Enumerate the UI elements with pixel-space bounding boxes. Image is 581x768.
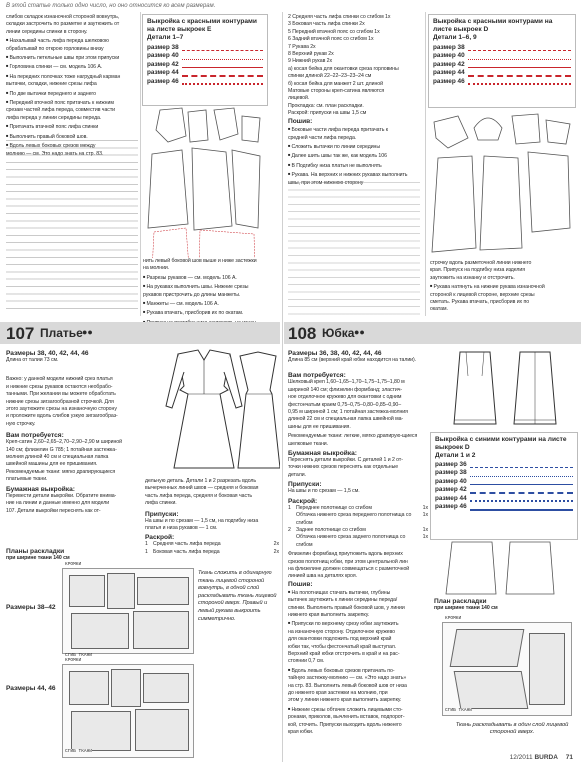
size-legend-item: размер 40	[433, 52, 571, 60]
size-legend-item: размер 44	[147, 69, 263, 77]
text-line: ■ На передних полочках тоже нагрудный карман	[6, 72, 138, 81]
text-line: ■ Рукава натянуть на нижние рукава изнаночной	[430, 282, 574, 291]
materials-text: Шелковый креп 1,60–1,65–1,70–1,75–1,75–1,80 м шириной 140 см; флизелин формбанд; эластич- ное отделочное кружево для окантовки с одним фестончатым краем 0,75–0,75–0,80–0,85–0,90– 0,95 м шириной 1 см; 1 потайная застежка-молния длиной 22 см и специальная лапка швейной ма- шины для ее пришивания.	[288, 379, 408, 430]
plan-note: Ткань раскладывать в один слой лицевой стороной вверх.	[455, 722, 569, 736]
text-line: молнию — см. Это надо знать на стр. 83.	[6, 150, 104, 157]
size-legend	[429, 42, 575, 88]
size-legend-item: размер 46	[147, 78, 263, 86]
section-heading: Вам потребуется:	[6, 432, 64, 440]
page-footer	[510, 754, 573, 761]
pattern-pieces-108-drawing	[436, 540, 572, 596]
text-line: ■ Выполнить правый боковой шов.	[6, 132, 138, 141]
size-legend	[431, 460, 577, 512]
text-line: нить левый боковой шов выше и ниже застежки	[143, 258, 257, 264]
size-legend-item: размер 40	[147, 52, 263, 60]
recommended-fabrics: Рекомендуемые ткани: легкие, мягко драпирую-щиеся шелковые ткани.	[288, 433, 418, 447]
model-title: Платье	[40, 326, 83, 340]
text-line: ■ Рукава втачать, присборив их по окатам.	[143, 308, 269, 317]
text-line: средней части лифа переда.	[288, 134, 357, 141]
size-legend-item: размер 38	[433, 44, 571, 52]
pattern-box-details: Детали 1 и 2	[435, 452, 476, 459]
text-line: сметать. Рукава втачать, присборив их по	[430, 299, 530, 306]
length-line: Длина 85 см (верхний край юбки находится на талии).	[288, 357, 417, 363]
size-legend-item: размер 44	[433, 69, 571, 77]
cut-row: 1 Переднее полотнище со сгибом 1х	[288, 504, 428, 511]
pattern-box-details: Детали 1–6, 9	[433, 34, 477, 41]
cut-row: 2 Заднее полотнище со сгибом 1х	[288, 526, 428, 533]
text-line: 9 Нижний рукав 2х	[288, 58, 333, 65]
intro-text: Важно: у данной модели нижний срез платья и нижние срезы рукавов остаются необрабо- танными. При желании вы можете обработать нижние срезы зигзагообразной строчкой. Для этого заутюжите срезы на изнаночную сторону и проложите вдоль слибов узкую зигзагообраз- ную строчку.	[6, 376, 118, 427]
section-heading: Раскрой:	[145, 534, 175, 542]
layout-plan-108	[442, 616, 572, 716]
text-line: срезам частей лифа переда, совместив части	[6, 107, 116, 114]
size-legend-item: размер 46	[435, 503, 573, 511]
plan-note: Ткань сложить в одинарную ткань лицевой стороной вовнутрь, в одной слой раскладывать ткань лицевой стороной вверх. Правый и левый рукава выкроить симметрично.	[198, 570, 277, 622]
text-line: Прокладка: см. план раскладки.	[288, 102, 364, 109]
section-heading: Бумажная выкройка:	[288, 450, 357, 458]
allowance-text: На швы и по срезам — 1,5 см, на подгибку низа платья и низа рукавов — 1 см.	[145, 517, 259, 532]
text-line: б) косая бейка для манжет 2 шт. длиной	[288, 80, 383, 87]
fold-label: СГИБ ТКАНИ	[445, 708, 473, 713]
section-heading: Припуски:	[145, 510, 179, 518]
text-line: 7 Рукава 2х	[288, 43, 316, 50]
text-line: 8 Верхний рукав 2х	[288, 51, 334, 58]
text-line: ■ Вдоль левых боковых срезов между	[6, 141, 138, 150]
size-legend-item: размер 44	[435, 495, 573, 503]
top-note: В этой статье только одно число, но оно относится ко всем размерам.	[6, 3, 216, 9]
sizes-line: Размеры 38, 40, 42, 44, 46	[6, 350, 89, 357]
text-line: швы, при этом нижнюю сторону	[288, 179, 364, 186]
materials-text: Креп-сатин 2,60–2,65–2,70–2,90–2,90 м шириной 140 см; флизелин G 785; 1 потайная застежка- молния длиной 40 см и специальная лапка швейной машины для ее пришивания. Рекомендуемые ткани: мягко драпирующиеся платьевые ткани.	[6, 439, 122, 483]
text-line: ■ Далее шить швы так же, как модель 106	[288, 151, 420, 160]
text-line: ■ Выполнить петельные швы при этом припуски	[6, 53, 138, 62]
selvage-label: КРОМКИ	[65, 562, 82, 567]
plans-subtitle: при ширине ткани 140 см	[434, 605, 498, 611]
pattern-text: Перевести детали выкройки. Обратите внима- ние на линии и данные именно для модели 107. Детали выкройки переснять как от-	[6, 492, 117, 514]
plans-title: План раскладки	[434, 598, 487, 605]
text-line: ■ Нахалывай часть лифа переда шелковою	[6, 36, 138, 45]
selvage-label: КРОМКИ	[65, 658, 82, 663]
section-heading: Припуски:	[288, 481, 322, 489]
cut-row: 1 Средняя часть лифа переда 2х	[145, 541, 279, 548]
text-line: на молнии.	[143, 265, 170, 272]
size-legend	[143, 42, 267, 88]
text-line: ■ По две вытачки переднего и заднего	[6, 89, 138, 98]
section-heading: Пошив:	[288, 117, 313, 125]
page-number: 71	[565, 754, 573, 761]
fold-label: СГИБ ТКАНИ	[65, 653, 93, 658]
size-legend-item: размер 46	[433, 78, 571, 86]
text-line: строчку вдоль разметочной линии нижнего	[430, 260, 532, 266]
text-line: ■ Манжеты — см. модель 106 А.	[143, 299, 269, 308]
column-3-dense-text	[288, 179, 420, 316]
size-legend-item: размер 36	[435, 461, 573, 469]
plan-label: Размеры 38–42	[6, 604, 56, 611]
text-line: обрабатывай по открою горловины внизу	[6, 45, 104, 52]
difficulty-icon: ●●	[82, 327, 93, 337]
layout-plan-38-42	[62, 562, 194, 658]
pattern-box-red	[142, 14, 268, 106]
text-line: слибов складок изнаночной стороной вовнутрь,	[6, 14, 120, 20]
fusing-text: Флизелин формбанд приутюжить вдоль верхних срезов полотнищ юбки, при этом центральной лин на флизелине должен совмещаться с разметочной линией шва на деталях кроя.	[288, 551, 410, 580]
column-1-dense-text	[6, 140, 138, 312]
skirt-108-illustration	[440, 346, 576, 430]
model-title: Юбка	[322, 326, 355, 340]
column-divider	[425, 12, 426, 316]
text-line: линии середины спинки в сторону.	[6, 28, 88, 35]
dress-107-illustration	[160, 346, 280, 476]
cut-row: Обтачка нижнего среза переднего полотнища со сгибом 1х	[296, 512, 428, 526]
text-line: окатам.	[430, 306, 448, 313]
brand-name: BURDA	[534, 754, 558, 761]
cut-row: 1 Боковая часть лифа переда 2х	[145, 548, 279, 555]
text-line: ■ В Подгибку низа платья не выполнять	[288, 161, 420, 170]
pattern-box-title: Выкройка с красными контурами на листе выкроек D	[433, 18, 553, 33]
text-line: Матовые стороны креп-сатина являются	[288, 88, 385, 95]
section-heading: Вам потребуется:	[288, 372, 346, 380]
size-legend-item: размер 42	[147, 61, 263, 69]
column-divider	[140, 12, 141, 316]
text-line: ■ Притачать втачной пояс лифа спинки	[6, 122, 138, 131]
pattern-text: Переснять детали выкройки. С деталей 1 и 2 от- точки нижних срезов переснять как отдельные детали.	[288, 457, 403, 478]
allowance-text: На швы и по срезам — 1,5 см.	[288, 488, 360, 495]
pattern-box-title: Выкройка с красными контурами на листе выкроек Е	[147, 18, 257, 33]
pattern-box-title: Выкройка с синими контурами на листе выкроек D	[435, 436, 567, 451]
pattern-cont-text: дельную деталь. Детали 1 и 2 разрезать вдоль вычерченных линий швов — средняя и боковая часть лифа переда, средняя и боковая часть лифа спинки.	[145, 478, 259, 507]
column-divider	[282, 12, 283, 762]
text-line: ■ Передний вточной пояс притачать к нижним	[6, 98, 138, 107]
column-4-text	[430, 260, 574, 314]
section-heading: Бумажная выкройка:	[6, 485, 75, 493]
section-heading: Пошив:	[288, 580, 313, 588]
pattern-box-details: Детали 1–7	[147, 34, 184, 41]
plan-label: Размеры 44, 46	[6, 685, 56, 692]
size-legend-item: размер 38	[435, 469, 573, 477]
text-line: складки застрочить по разметке и заутюжить от	[6, 21, 120, 28]
text-line: стороной к лицевой стороне, верхние срезы	[430, 291, 535, 298]
text-line: края. Припуск на подгибку низа изделия	[430, 267, 526, 274]
size-legend-item: размер 38	[147, 44, 263, 52]
text-line: вытачки, складки, нижние срезы лифа	[6, 81, 97, 88]
text-line: спинки длиной 22–22–23–23–24 см	[288, 73, 372, 80]
size-legend-item: размер 40	[435, 478, 573, 486]
text-line: a) косая бейка для окантовки среза горловины	[288, 65, 399, 72]
text-line: Раскрой: припуски на швы 1,5 см	[288, 110, 367, 117]
text-line: ■ Сложить вытачки по линии середины	[288, 142, 420, 151]
issue-date: 12/2011	[509, 754, 533, 761]
text-line: лифа переда у линии середины переда.	[6, 114, 102, 121]
text-line: 5 Передний втачной пояс со сгибом 1х	[288, 28, 380, 35]
pattern-box-red-d	[428, 14, 576, 108]
layout-plan-44-46	[62, 658, 194, 758]
text-line: рукавов пристрочить до длины манжеты.	[143, 291, 241, 298]
plans-subtitle: при ширине ткани 140 см	[6, 555, 70, 561]
size-legend-item: размер 42	[435, 486, 573, 494]
text-line: 3 Боковая часть лифа спинки 2х	[288, 21, 365, 28]
text-line: ■ Рукава. На верхних и нижних рукавах выполнить	[288, 170, 420, 179]
column-1-text	[6, 14, 138, 158]
selvage-label: КРОМКИ	[445, 616, 462, 621]
text-line: заутюжить на изнанку и отстрочить.	[430, 274, 515, 281]
column-3-text	[288, 14, 420, 187]
text-line: лицевой.	[288, 95, 310, 102]
length-line: Длина от талии 73 см.	[6, 357, 59, 363]
text-line: 2 Средняя часть лифа спинки со сгибом 1х	[288, 14, 391, 20]
pattern-pieces-d-drawing	[428, 108, 576, 258]
size-legend-item: размер 42	[433, 61, 571, 69]
text-line: ■ Разрезы рукавов — см. модель 106 А.	[143, 273, 269, 282]
section-heading: Раскрой:	[288, 497, 318, 505]
text-line: ■ Горловина спинки — см. модель 106 А.	[6, 62, 138, 71]
model-number: 107	[6, 324, 35, 343]
pattern-box-blue	[430, 432, 578, 540]
difficulty-icon: ●●	[354, 327, 365, 337]
fold-label: СГИБ ТКАНИ	[65, 749, 93, 754]
plans-title: Планы раскладки	[6, 548, 65, 555]
model-number: 108	[288, 324, 317, 343]
sewing-text: ■ На полотнищах стачать вытачки, глубины вытачек заутюжить к линии середины переда/ спинки. Выполнить правый боковой шов, у линии нижнего края выполнить закрепку. ■ Припуски по верхнему срезу юбки заутюжить на изнаночную сторону. Отделочное кружево для окантовки подложить под верхний край юбки так, чтобы фестончатый край выступал. Верхний край юбки отстрочить в край и на рас- стоянии 0,7 см. ■ Вдоль левых боковых срезов притачать по- тайную застежку-молнию — см. «Это надо знать» на стр. 83. Выполнить левый боковой шов от низа до нижнего края застежки на молнию, при этом у линии нижнего края выполнить закрепку. ■ Нижние срезы обтачек сложить лицевыми сто- ронами, приколов, вычленить вставок, подпорот- кой, сточить. Припуски выходить вдоль нижнего края юбки.	[288, 588, 428, 737]
text-line: ■ Боковые части лифа переда притачать к	[288, 125, 420, 134]
text-line: 6 Задний втачной пояс со сгибом 1х	[288, 36, 374, 43]
cut-row: Обтачка нижнего среза заднего полотнища со сгибом 1х	[296, 534, 428, 548]
text-line: ■ На рукавах выполнить швы. Нижние срезы	[143, 282, 269, 291]
sizes-line: Размеры 36, 38, 40, 42, 44, 46	[288, 350, 382, 357]
